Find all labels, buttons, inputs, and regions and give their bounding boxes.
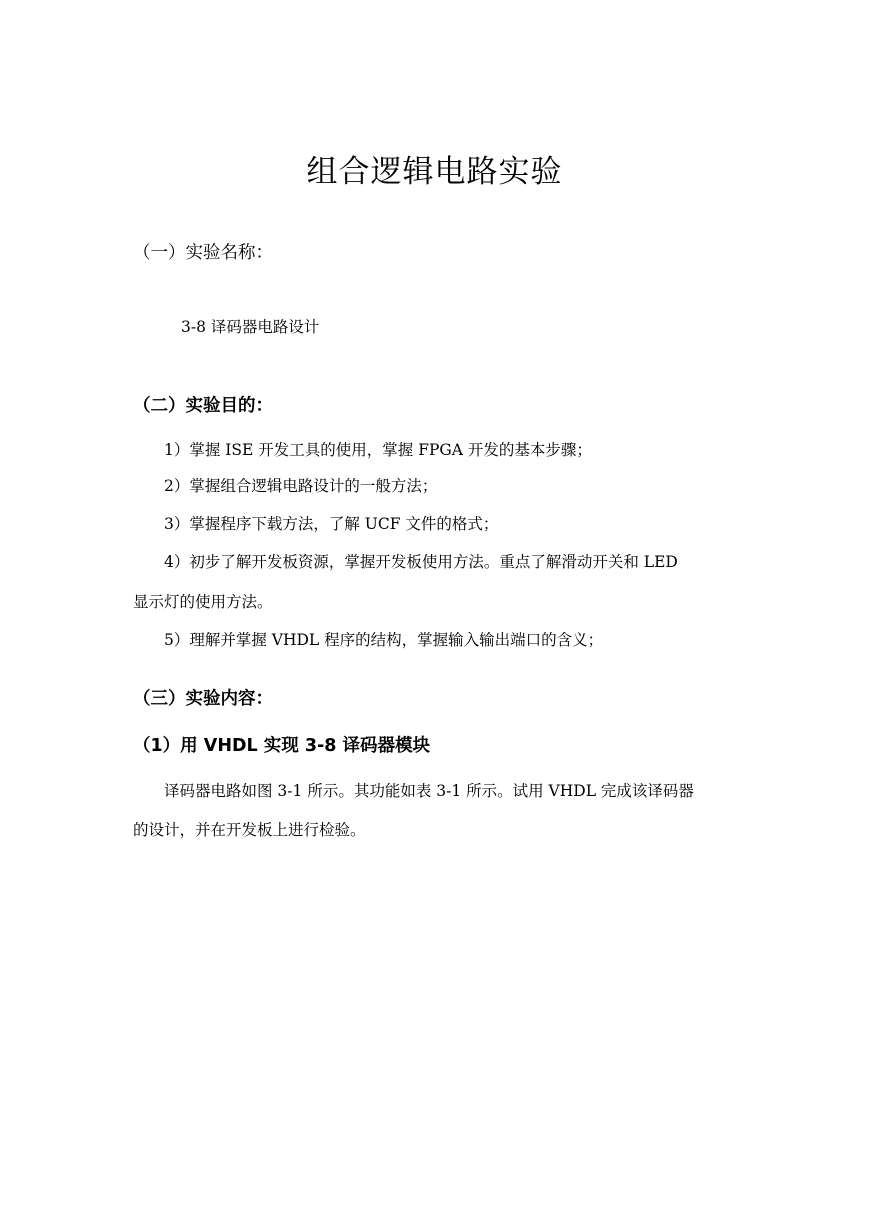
content-subheading: （1）用 VHDL 实现 3-8 译码器模块 xyxy=(133,736,431,756)
purpose-item-4: 4）初步了解开发板资源，掌握开发板使用方法。重点了解滑动开关和 LED xyxy=(164,553,678,571)
purpose-item-2: 2）掌握组合逻辑电路设计的一般方法； xyxy=(164,477,438,495)
section-heading-experiment-content: （三）实验内容： xyxy=(133,689,273,709)
content-paragraph-line-2: 的设计，并在开发板上进行检验。 xyxy=(133,821,366,839)
purpose-item-3: 3）掌握程序下载方法，了解 UCF 文件的格式； xyxy=(164,515,499,533)
page-title: 组合逻辑电路实验 xyxy=(306,154,563,190)
section-heading-experiment-purpose: （二）实验目的： xyxy=(133,396,273,416)
purpose-item-1: 1）掌握 ISE 开发工具的使用，掌握 FPGA 开发的基本步骤； xyxy=(164,441,592,459)
section-heading-experiment-name: （一）实验名称： xyxy=(133,243,273,263)
purpose-item-4-continued: 显示灯的使用方法。 xyxy=(133,593,273,611)
purpose-item-5: 5）理解并掌握 VHDL 程序的结构，掌握输入输出端口的含义； xyxy=(164,631,604,649)
experiment-name-text: 3-8 译码器电路设计 xyxy=(181,318,320,336)
content-paragraph-line-1: 译码器电路如图 3-1 所示。其功能如表 3-1 所示。试用 VHDL 完成该译码器 xyxy=(164,782,694,800)
